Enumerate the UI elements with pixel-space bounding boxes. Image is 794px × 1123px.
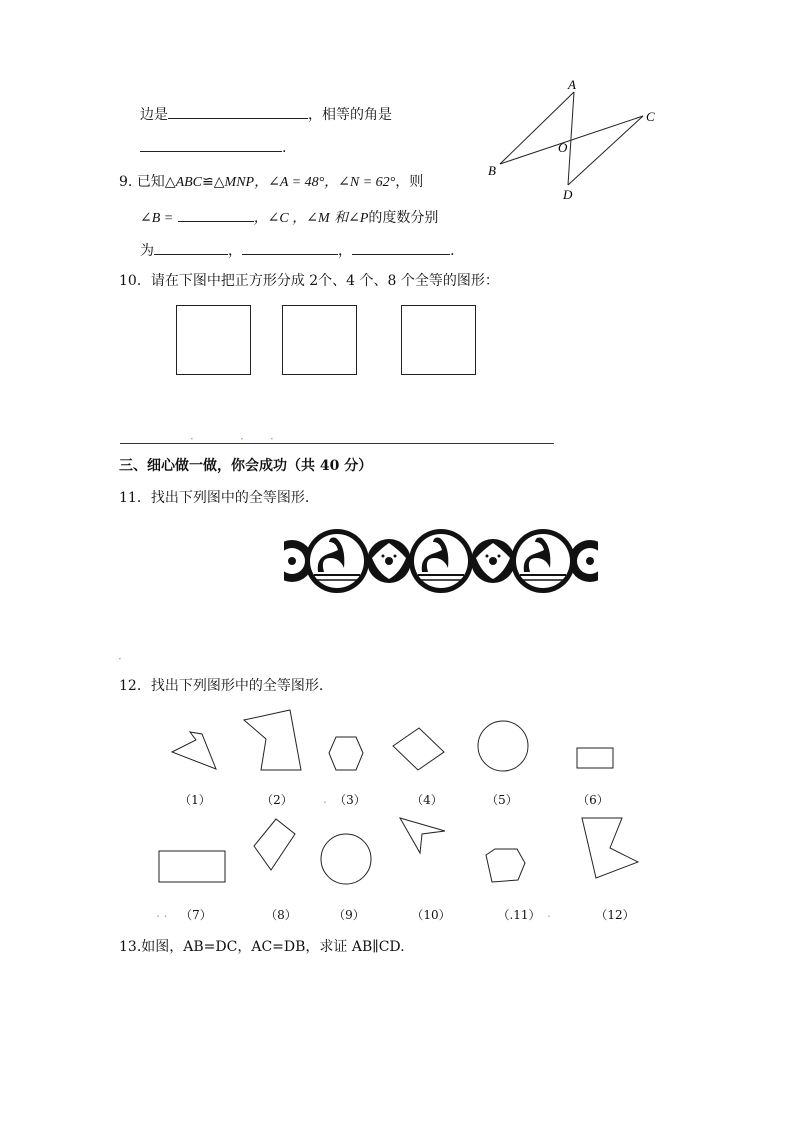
q9-comma-1: ，	[228, 243, 242, 259]
swan-circle-2	[409, 529, 473, 593]
divider-dot-3: ·	[270, 432, 274, 446]
shape-label-3: （3）	[334, 793, 366, 807]
q12-text: 12．找出下列图形中的全等图形.	[119, 678, 324, 694]
q9-blank-p[interactable]	[352, 240, 450, 255]
square-2[interactable]	[282, 305, 357, 375]
q8-blank-1[interactable]	[168, 104, 308, 119]
divider-line	[120, 443, 554, 444]
swan-circle-1	[305, 529, 369, 593]
q9-tri2: △MNP	[213, 175, 255, 190]
label-b: B	[488, 163, 496, 178]
shape-5-circle[interactable]	[478, 721, 528, 771]
divider-dot-1: ·	[190, 432, 194, 446]
q9-comma-2: ，	[338, 243, 352, 259]
figure-abcd	[480, 72, 660, 207]
stray-dot: ·	[118, 652, 122, 666]
q9-angle-c: ，∠C ，∠M	[253, 211, 330, 226]
divider-dot-2: ·	[240, 432, 244, 446]
q10-text: 10．请在下图中把正方形分成 2个、4 个、8 个全等的图形：	[119, 273, 499, 289]
shape-label-2: （2）	[261, 793, 293, 807]
q9-angle-b: ∠B =	[140, 211, 174, 226]
q9-and-p: 和∠P	[334, 211, 369, 226]
shape-2-quad[interactable]	[244, 710, 301, 770]
shape-6-rectangle[interactable]	[577, 748, 613, 768]
swan-flower-strip	[284, 528, 598, 594]
q8-blank-2[interactable]	[140, 137, 282, 152]
q9-blank-b[interactable]	[178, 207, 254, 222]
flower-circle-1	[367, 539, 411, 583]
q8-end: .	[282, 140, 287, 156]
shape-label-4: （4）	[411, 793, 443, 807]
shape-label-5: （5）	[486, 793, 518, 807]
shape-12-quad[interactable]	[582, 818, 638, 878]
q13-text: 13.如图，AB=DC，AC=DB，求证 AB∥CD.	[119, 939, 405, 955]
shape-label-1: （1）	[179, 793, 211, 807]
segment-cd	[568, 116, 643, 185]
label-dot-7: . .	[156, 906, 168, 920]
shape-3-hexagon[interactable]	[329, 737, 363, 770]
q9-blank-c[interactable]	[154, 240, 228, 255]
segment-ad	[568, 92, 574, 185]
swan-circle-3	[511, 529, 575, 593]
shape-label-7: （7）	[180, 908, 212, 922]
shape-4-rhombus[interactable]	[393, 728, 444, 770]
shape-label-6: （6）	[577, 793, 609, 807]
label-dot-3: .	[323, 792, 327, 806]
q8-prefix: 边是	[140, 107, 168, 123]
shape-11-hexagon[interactable]	[486, 849, 525, 882]
shape-7-rectangle[interactable]	[159, 851, 225, 882]
square-1[interactable]	[176, 305, 251, 375]
section-3-title: 三、细心做一做，你会成功（共 40 分）	[119, 458, 373, 474]
q9-then: ，则	[395, 174, 424, 190]
shape-label-9: （9）	[333, 908, 365, 922]
label-dot-11: .	[547, 906, 551, 920]
q9-number: 9.	[119, 174, 133, 190]
label-o: O	[558, 140, 568, 155]
q8-line1	[140, 104, 392, 124]
shape-label-12: （12）	[595, 908, 635, 922]
q9-tri1: △ABC	[164, 175, 203, 190]
q9-cong: ≌	[202, 174, 214, 190]
q9-wei: 为	[140, 243, 154, 259]
square-3[interactable]	[401, 305, 476, 375]
q11-text: 11．找出下列图中的全等图形.	[119, 490, 310, 506]
q9-period: .	[450, 243, 455, 259]
q9-degrees: 的度数分别	[368, 210, 439, 226]
q9-blank-m[interactable]	[242, 240, 338, 255]
q9-line1	[119, 173, 423, 192]
shape-10-arrow[interactable]	[400, 818, 445, 853]
shape-label-10: （10）	[411, 908, 451, 922]
q9-angle-n: ，∠N = 62°	[324, 175, 396, 190]
q9-line2	[140, 207, 438, 228]
q8-line2	[140, 137, 286, 157]
shape-label-8: （8）	[265, 908, 297, 922]
shape-9-circle[interactable]	[321, 834, 371, 884]
shape-1-arrow[interactable]	[172, 732, 216, 769]
q9-angle-a: ，∠A = 48°	[254, 175, 325, 190]
shape-label-11: （.11）	[497, 908, 541, 922]
flower-circle-2	[471, 539, 515, 583]
q9-intro: 已知	[136, 174, 165, 190]
shape-8-rhombus[interactable]	[254, 819, 295, 870]
label-a: A	[568, 77, 576, 92]
q8-mid: ，相等的角是	[308, 107, 392, 123]
q9-line3	[140, 240, 454, 260]
label-c: C	[646, 109, 655, 124]
label-d: D	[563, 187, 573, 202]
